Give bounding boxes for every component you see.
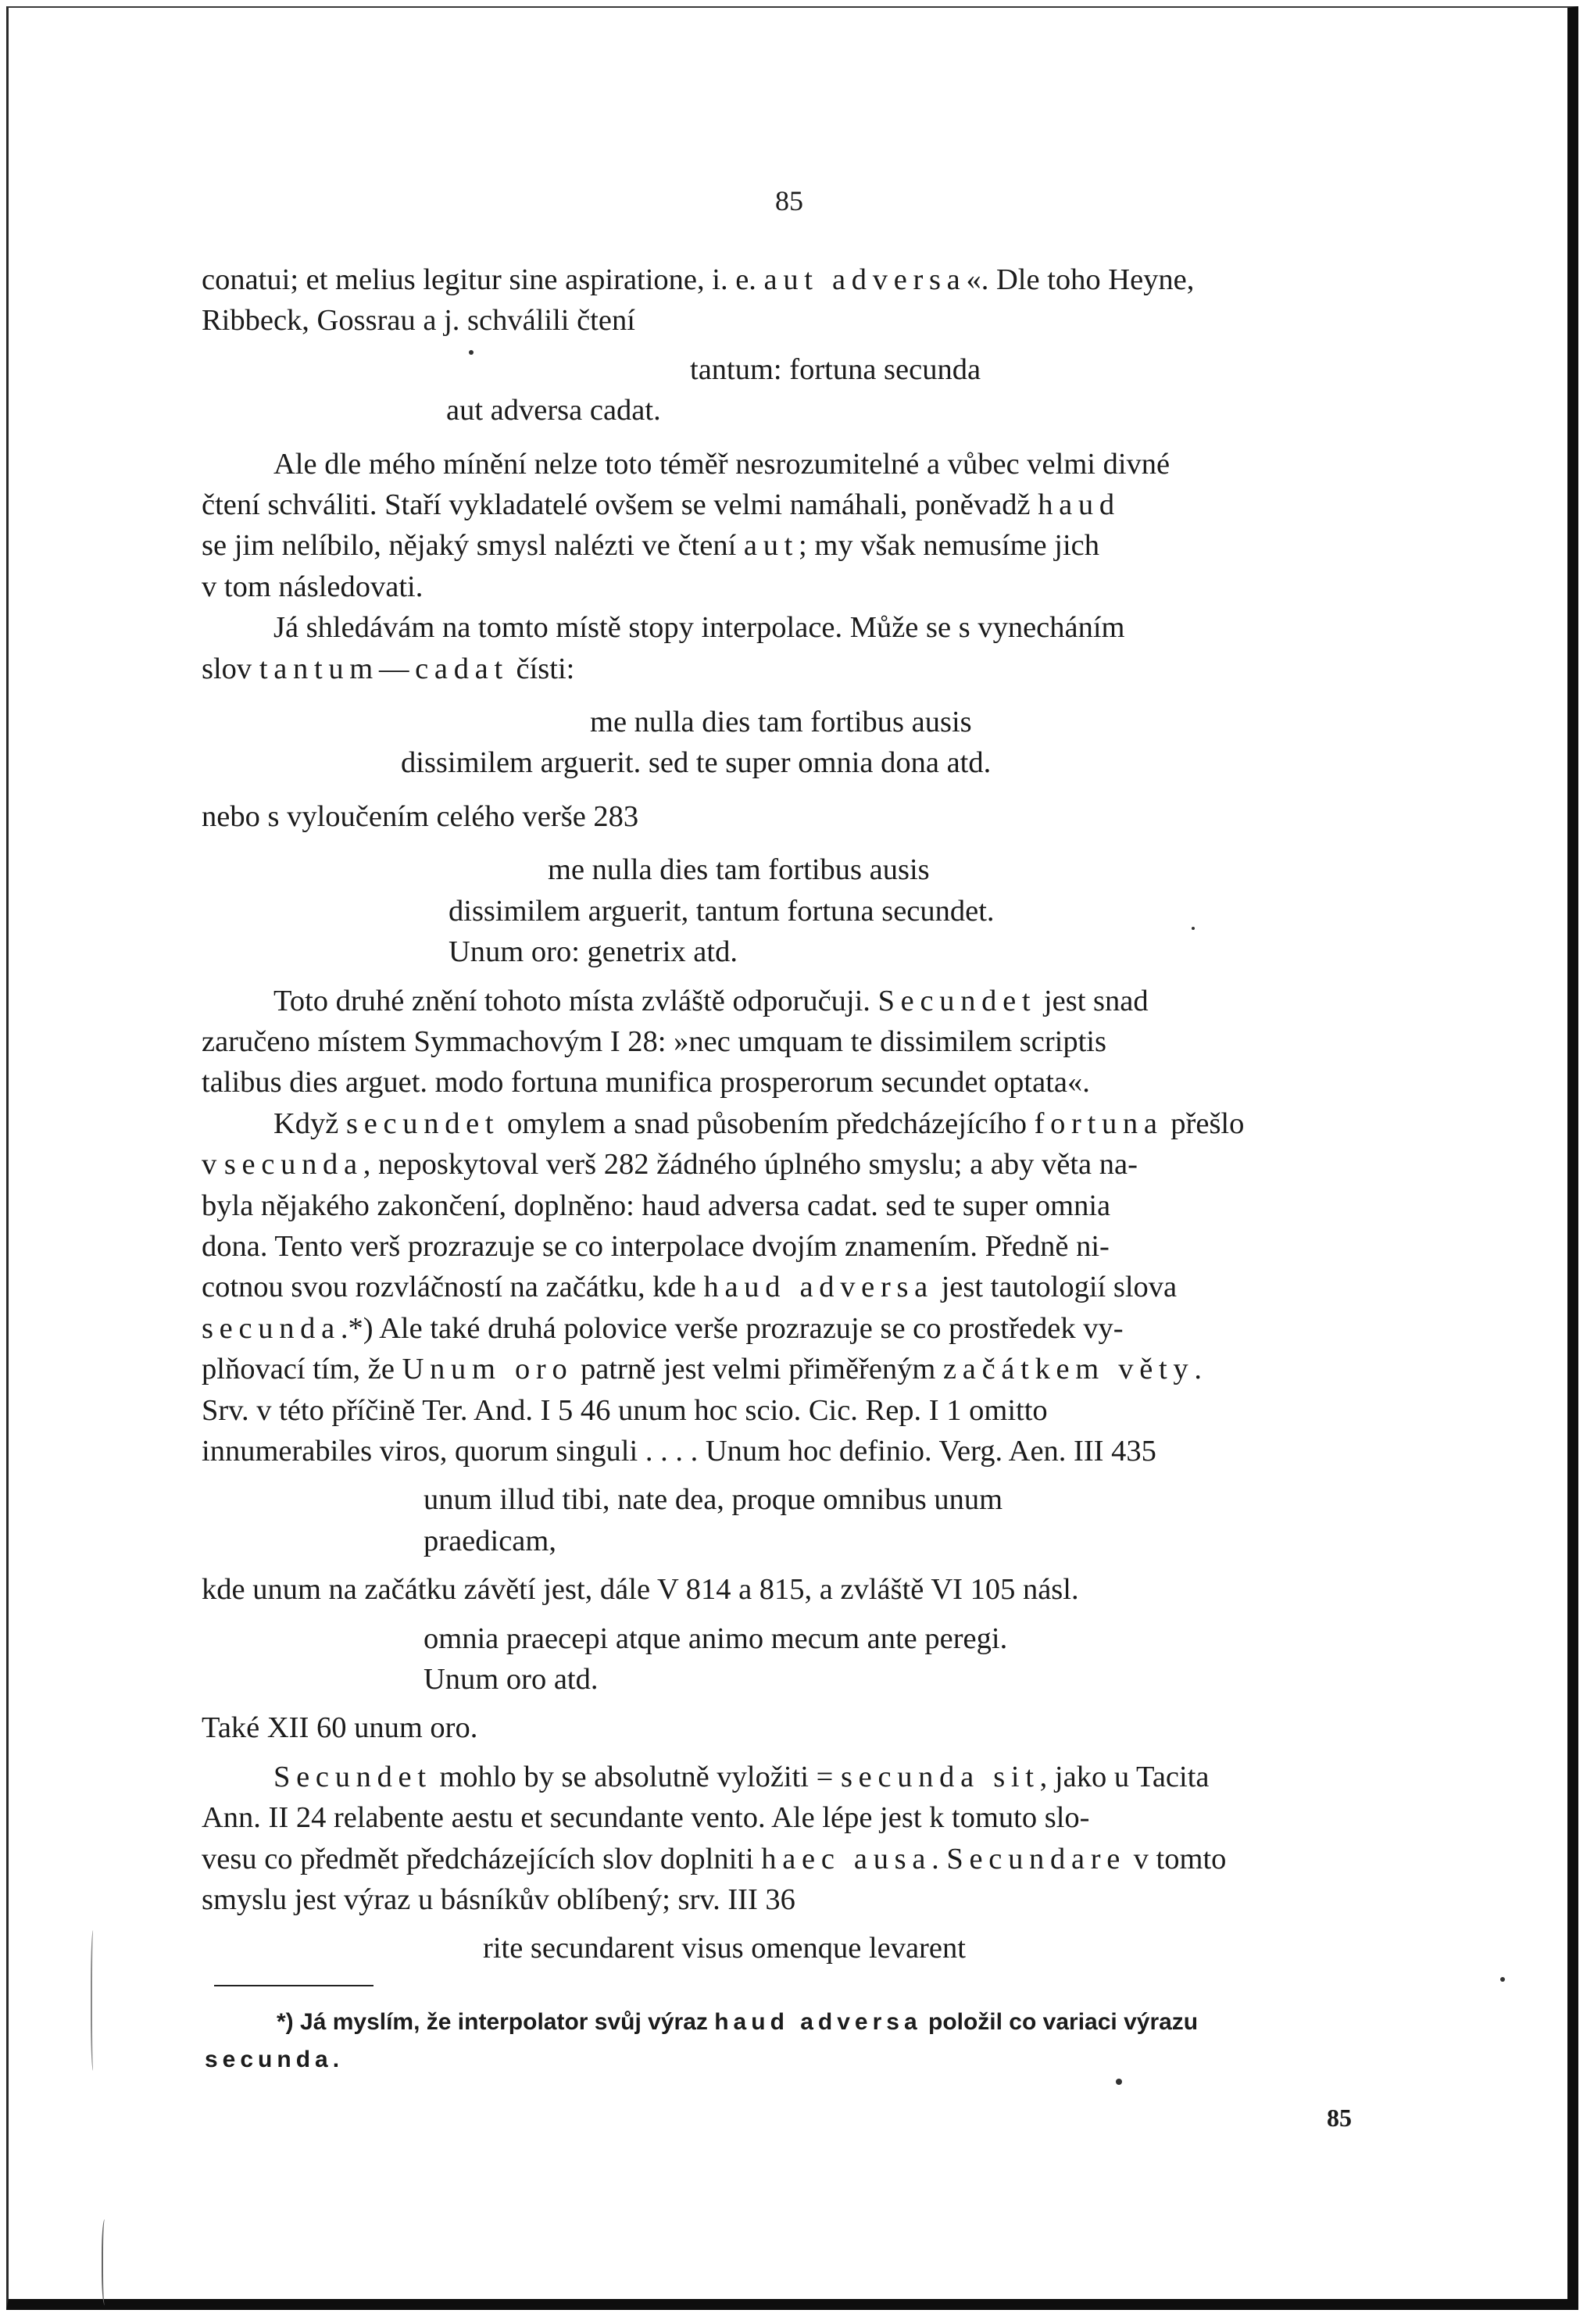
main-text	[202, 259, 1346, 1969]
text-line: nebo s vyloučením celého verše 283	[202, 799, 639, 833]
verse-line: Unum oro atd.	[424, 1663, 599, 1696]
verse-line: dissimilem arguerit, tantum fortuna secundet.	[449, 894, 995, 928]
verse-line: tantum: fortuna secunda	[690, 352, 981, 386]
paragraph: Toto druhé znění tohoto místa zvláště odporučuji. Secundet jest snad	[273, 984, 1149, 1017]
verse-line: Unum oro: genetrix atd.	[449, 935, 738, 969]
text-line: slov tantum—cadat čísti:	[202, 652, 575, 685]
footnote	[205, 2004, 1342, 2079]
footnote-separator	[214, 1985, 373, 1986]
verse-line: aut adversa cadat.	[446, 394, 661, 427]
paragraph: Já shledávám na tomto místě stopy interpolace. Může se s vynecháním	[273, 611, 1125, 645]
text-line: talibus dies arguet. modo fortuna munifica prosperorum secundet optata«.	[202, 1066, 1090, 1099]
footnote-line: secunda.	[205, 2047, 340, 2072]
verse-line: omnia praecepi atque animo mecum ante peregi.	[424, 1621, 1008, 1655]
text-line: secunda.*) Ale také druhá polovice verše prozrazuje se co prostředek vy-	[202, 1311, 1124, 1345]
text-line: dona. Tento verš prozrazuje se co interpolace dvojím znamením. Předně ni-	[202, 1229, 1110, 1263]
paragraph: Ale dle mého mínění nelze toto téměř nesrozumitelné a vůbec velmi divné	[273, 447, 1170, 481]
text-line: Srv. v této příčině Ter. And. I 5 46 unum hoc scio. Cic. Rep. I 1 omitto	[202, 1393, 1048, 1427]
text-line: smyslu jest výraz u básníkův oblíbený; srv. III 36	[202, 1883, 795, 1917]
text-line: Také XII 60 unum oro.	[202, 1711, 478, 1745]
text-line: Ribbeck, Gossrau a j. schválili čtení	[202, 304, 635, 338]
text-line: v tom následovati.	[202, 570, 424, 603]
text-line: cotnou svou rozvláčností na začátku, kde haud adversa jest tautologií slova	[202, 1271, 1178, 1304]
text-line: vesu co předmět předcházejících slov doplniti haec ausa. Secundare v tomto	[202, 1842, 1227, 1875]
text-line: Ann. II 24 relabente aestu et secundante vento. Ale lépe jest k tomuto slo-	[202, 1801, 1090, 1835]
text-line: zaručeno místem Symmachovým I 28: »nec umquam te dissimilem scriptis	[202, 1024, 1106, 1058]
verse-line: me nulla dies tam fortibus ausis	[548, 853, 930, 887]
text-line: conatui; et melius legitur sine aspiratione, i. e. aut adversa«. Dle toho Heyne,	[202, 263, 1195, 296]
verse-line: unum illud tibi, nate dea, proque omnibus unum	[424, 1483, 1003, 1517]
page-number-top: 85	[775, 185, 803, 216]
footnote-line: *) Já myslím, že interpolator svůj výraz haud adversa položil co variaci výrazu	[277, 2009, 1199, 2035]
verse-line: me nulla dies tam fortibus ausis	[590, 706, 972, 739]
verse-line: rite secundarent visus omenque levarent	[483, 1932, 966, 1965]
text-line: byla nějakého zakončení, doplněno: haud adversa cadat. sed te super omnia	[202, 1189, 1111, 1222]
text-line: plňovací tím, že Unum oro patrně jest velmi přiměřeným začátkem věty.	[202, 1353, 1202, 1386]
text-line: v secunda, neposkytoval verš 282 žádného úplného smyslu; a aby věta na-	[202, 1148, 1138, 1182]
footnote-mark: *)	[277, 2009, 294, 2035]
paragraph: Secundet mohlo by se absolutně vyložiti = secunda sit, jako u Tacita	[273, 1760, 1210, 1793]
text-line: čtení schváliti. Staří vykladatelé ovšem se velmi namáhali, poněvadž haud	[202, 488, 1120, 522]
scan-scratch	[91, 1930, 97, 2071]
verse-line: dissimilem arguerit. sed te super omnia dona atd.	[401, 746, 992, 780]
text-line: se jim nelíbilo, nějaký smysl nalézti ve čtení aut; my však nemusíme jich	[202, 529, 1099, 563]
paragraph: Když secundet omylem a snad působením předcházejícího fortuna přešlo	[273, 1107, 1245, 1140]
page-number-bottom: 85	[1327, 2104, 1352, 2132]
scan-speck	[469, 350, 474, 355]
scan-scratch	[102, 2219, 109, 2305]
scan-speck	[1116, 2079, 1122, 2085]
scan-speck	[1192, 927, 1195, 930]
text-line: kde unum na začátku závětí jest, dále V 814 a 815, a zvláště VI 105 násl.	[202, 1573, 1079, 1607]
text-line: innumerabiles viros, quorum singuli . . . . Unum hoc definio. Verg. Aen. III 435	[202, 1434, 1156, 1468]
scan-speck	[1500, 1977, 1505, 1982]
verse-line: praedicam,	[424, 1524, 556, 1557]
